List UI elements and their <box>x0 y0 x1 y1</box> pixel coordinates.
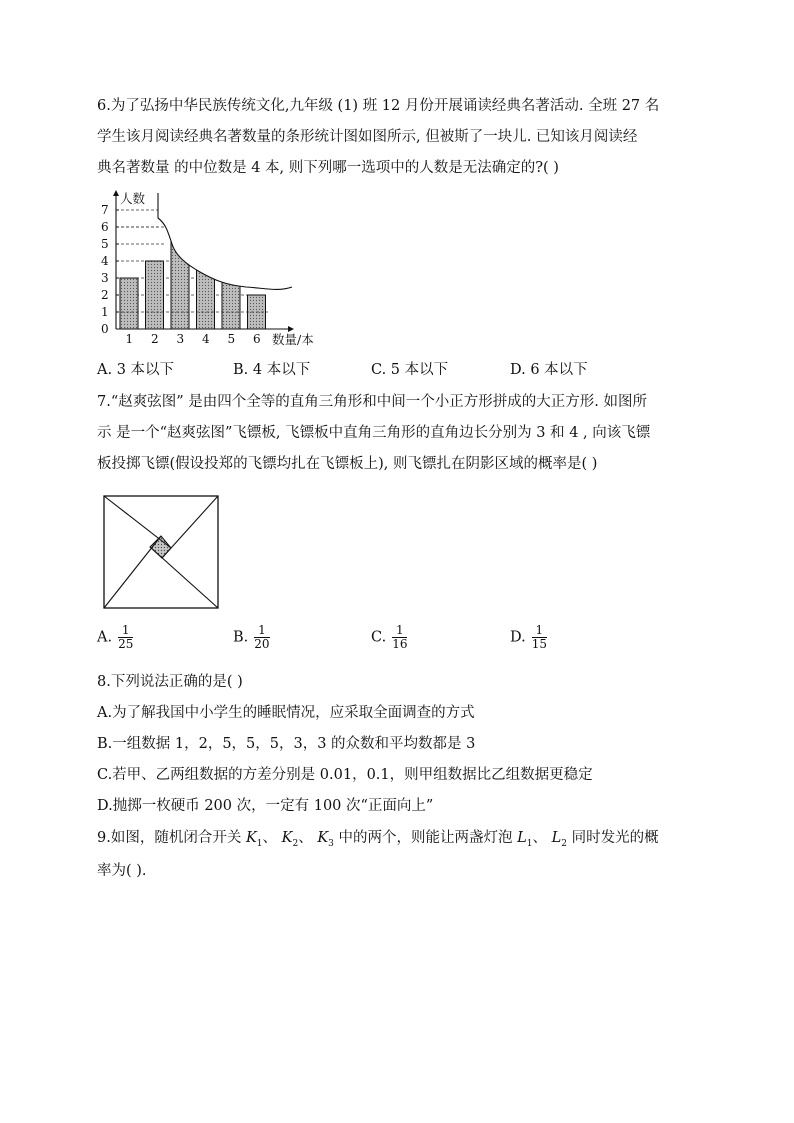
q7-line-2: 示 是一个“赵爽弦图”飞镖板, 飞镖板中直角三角形的直角边长分别为 3 和 4 , 向该飞镖 <box>97 425 651 441</box>
y-tick-3: 3 <box>101 271 109 285</box>
x-tick-1: 1 <box>125 332 134 346</box>
y-tick-6: 6 <box>101 220 109 234</box>
y-tick-7: 7 <box>101 203 109 217</box>
q8-option-d[interactable]: D.抛掷一枚硬币 200 次，一定有 100 次“正面向上” <box>97 798 434 814</box>
q6-line-3: 典名著数量 的中位数是 4 本, 则下列哪一选项中的人数是无法确定的?( ) <box>97 160 559 176</box>
q7-option-a[interactable]: A. $\frac{1}{25}$ <box>97 623 134 651</box>
q7-option-c[interactable]: C. $\frac{1}{16}$ <box>371 623 408 651</box>
q7-option-d[interactable]: D. $\frac{1}{15}$ <box>510 623 547 651</box>
x-tick-6: 6 <box>253 332 261 346</box>
bar-chart <box>96 188 336 348</box>
q6-line-1: 6.为了弘扬中华民族传统文化,九年级 (1) 班 12 月份开展诵读经典名著活动. 全班 27 名 <box>97 98 660 114</box>
y-tick-4: 4 <box>101 254 109 268</box>
q8-option-c[interactable]: C.若甲、乙两组数据的方差分别是 0.01，0.1，则甲组数据比乙组数据更稳定 <box>97 767 593 783</box>
x-tick-3: 3 <box>176 332 185 346</box>
bar-1 <box>120 278 138 329</box>
q6-line-2: 学生该月阅读经典名著数量的条形统计图如图所示, 但被斯了一块儿. 已知该月阅读经 <box>97 129 638 145</box>
q6-option-a[interactable]: A. 3 本以下 <box>97 362 175 378</box>
q7-line-1: 7.“赵爽弦图” 是由四个全等的直角三角形和中间一个小正方形拼成的大正方形. 如图所 <box>97 394 647 410</box>
bar-2 <box>146 261 164 329</box>
x-tick-4: 4 <box>202 332 210 346</box>
y-axis-label: 人数 <box>120 191 146 206</box>
q6-option-b[interactable]: B. 4 本以下 <box>233 362 311 378</box>
q8-option-b[interactable]: B.一组数据 1，2，5，5，5，3，3 的众数和平均数都是 3 <box>97 736 476 752</box>
x-tick-2: 2 <box>151 332 159 346</box>
q8-title: 8.下列说法正确的是( ) <box>97 674 243 690</box>
q7-line-3: 板投掷飞镖(假设投郑的飞镖均扎在飞镖板上), 则飞镖扎在阴影区域的概率是( ) <box>97 456 598 472</box>
q6-option-c[interactable]: C. 5 本以下 <box>371 362 449 378</box>
q7-option-b[interactable]: B. $\frac{1}{20}$ <box>233 623 270 651</box>
y-tick-1: 1 <box>101 305 109 319</box>
x-tick-5: 5 <box>227 332 236 346</box>
zhao-shuang-diagram <box>100 492 222 610</box>
y-axis-arrow <box>113 190 119 196</box>
q8-option-a[interactable]: A.为了解我国中小学生的睡眠情况，应采取全面调查的方式 <box>97 705 475 721</box>
q9-line-1: 9.如图，随机闭合开关 $K_1$、 $K_2$、 $K_3$ 中的两个，则能让两盏灯泡 $L_1$、 $L_2$ 同时发光的概 <box>97 830 659 849</box>
y-tick-5: 5 <box>101 237 109 251</box>
y-tick-0: 0 <box>101 322 109 336</box>
q6-option-d[interactable]: D. 6 本以下 <box>510 362 588 378</box>
q9-line-2: 率为( ). <box>97 863 147 879</box>
y-tick-2: 2 <box>101 288 109 302</box>
x-axis-label: 数量/本 <box>272 332 314 347</box>
